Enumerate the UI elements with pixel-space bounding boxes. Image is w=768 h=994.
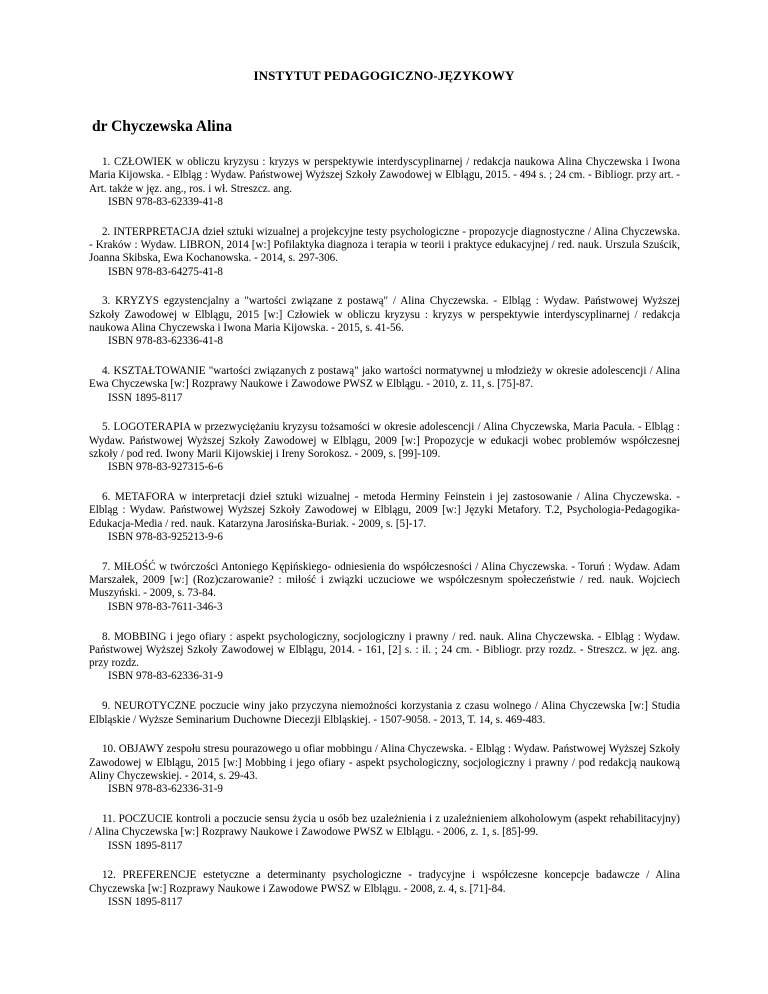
entry-isbn: ISBN 978-83-925213-9-6	[108, 531, 223, 544]
bibliography-entry	[89, 421, 680, 474]
entry-text: 5. LOGOTERAPIA w przezwyciężaniu kryzysu tożsamości w okresie adolescencji / Alina Chyczewska, Maria Pacuła. - Elbląg : Wydaw. Państwowej Wyższej Szkoły Zawodowej w Elblągu, 2009 [w:] Propozycje w edukacji wobec problemów współczesnej szkoły / pod red. Iwony Marii Kijowskiej i Ireny Sorokosz. - 2009, s. [99]-109.	[89, 421, 680, 461]
entry-text: 12. PREFERENCJE estetyczne a determinanty psychologiczne - tradycyjne i współczesne koncepcje badawcze / Alina Chyczewska [w:] Rozprawy Naukowe i Zawodowe PWSZ w Elblągu. - 2008, z. 4, s. [71]-84.	[89, 869, 680, 895]
entry-text: 10. OBJAWY zespołu stresu pourazowego u ofiar mobbingu / Alina Chyczewska. - Elbląg : Wydaw. Państwowej Wyższej Szkoły Zawodowej w Elblągu, 2015 [w:] Mobbing i jego ofiary - aspekt psychologiczny, socjologiczny i prawny / pod redakcją naukową Aliny Chyczewskiej. - 2014, s. 29-43.	[89, 743, 680, 782]
entry-text: 9. NEUROTYCZNE poczucie winy jako przyczyna niemożności korzystania z czasu wolnego / Alina Chyczewska [w:] Studia Elbląskie / Wyższe Seminarium Duchowne Diecezji Elbląskiej. - 1507-9058. - 2013, T. 14, s. 469-483.	[89, 700, 680, 726]
bibliography-list	[89, 156, 680, 926]
bibliography-entry	[89, 743, 680, 796]
entry-text: 4. KSZTAŁTOWANIE "wartości związanych z postawą" jako wartości normatywnej u młodzieży w okresie adolescencji / Alina Ewa Chyczewska [w:] Rozprawy Naukowe i Zawodowe PWSZ w Elblągu. - 2010, z. 11, s. [75]-87.	[89, 365, 680, 391]
bibliography-entry	[89, 813, 680, 853]
entry-text: 11. POCZUCIE kontroli a poczucie sensu życia u osób bez uzależnienia i z uzależnieniem alkoholowym (aspekt rehabilitacyjny) / Alina Chyczewska [w:] Rozprawy Naukowe i Zawodowe PWSZ w Elblągu. - 2006, z. 1, s. [85]-99.	[89, 812, 680, 839]
bibliography-entry	[89, 295, 680, 348]
entry-text: 3. KRYZYS egzystencjalny a "wartości związane z postawą" / Alina Chyczewska. - Elbląg : Wydaw. Państwowej Wyższej Szkoły Zawodowej w Elblągu, 2015 [w:] Człowiek w obliczu kryzysu : kryzys w perspektywie interdyscyplinarnej / redakcja naukowa Alina Chyczewska i Iwona Maria Kijowska. - 2015, s. 41-56.	[89, 295, 680, 334]
author-heading: dr Chyczewska Alina	[92, 118, 233, 135]
entry-text: 8. MOBBING i jego ofiary : aspekt psychologiczny, socjologiczny i prawny / red. nauk. Alina Chyczewska. - Elbląg : Wydaw. Państwowej Wyższej Szkoły Zawodowej w Elblągu, 2014. - 161, [2] s. : il. ; 24 cm. - Bibliogr. przy rozdz. - Streszcz. w jęz. ang. przy rozdz.	[89, 630, 680, 670]
bibliography-entry	[89, 631, 680, 684]
bibliography-entry	[89, 156, 680, 209]
bibliography-entry	[89, 491, 680, 544]
bibliography-entry	[89, 365, 680, 405]
entry-isbn: ISBN 978-83-62339-41-8	[108, 195, 223, 208]
bibliography-entry	[89, 700, 680, 727]
entry-issn: ISSN 1895-8117	[108, 391, 183, 404]
institute-heading: INSTYTUT PEDAGOGICZNO-JĘZYKOWY	[253, 68, 515, 83]
entry-text: 2. INTERPRETACJA dzieł sztuki wizualnej a projekcyjne testy psychologiczne - propozycje diagnostyczne / Alina Chyczewska. - Kraków : Wydaw. LIBRON, 2014 [w:] Pofilaktyka diagnoza i terapia w teorii i praktyce edukacyjnej / red. nauk. Urszula Szuścik, Joanna Skibska, Ewa Kochanowska. - 2014, s. 297-306.	[89, 225, 680, 265]
entry-isbn: ISBN 978-83-62336-31-9	[108, 783, 223, 796]
entry-isbn: ISBN 978-83-64275-41-8	[108, 265, 223, 278]
entry-text: 1. CZŁOWIEK w obliczu kryzysu : kryzys w perspektywie interdyscyplinarnej / redakcja naukowa Alina Chyczewska i Iwona Maria Kijowska. - Elbląg : Wydaw. Państwowej Wyższej Szkoły Zawodowej w Elblągu, 2015. - 494 s. ; 24 cm. - Bibliogr. przy art. - Art. także w jęz. ang., ros. i wł. Streszcz. ang.	[89, 156, 680, 195]
entry-isbn: ISBN 978-83-927315-6-6	[108, 461, 223, 474]
entry-issn: ISSN 1895-8117	[108, 839, 183, 852]
entry-isbn: ISBN 978-83-62336-31-9	[108, 670, 223, 683]
entry-isbn: ISBN 978-83-62336-41-8	[108, 335, 223, 348]
entry-issn: ISSN 1895-8117	[108, 895, 183, 908]
bibliography-entry	[89, 869, 680, 909]
bibliography-entry	[89, 561, 680, 614]
bibliography-entry	[89, 226, 680, 279]
entry-text: 7. MIŁOŚĆ w twórczości Antoniego Kępińskiego- odniesienia do współczesności / Alina Chyczewska. - Toruń : Wydaw. Adam Marszałek, 2009 [w:] (Roz)czarowanie? : miłość i związki uczuciowe we współczesnym społeczeństwie / red. nauk. Wojciech Muszyński. - 2009, s. 73-84.	[89, 560, 680, 600]
entry-text: 6. METAFORA w interpretacji dzieł sztuki wizualnej - metoda Herminy Feinstein i jej zastosowanie / Alina Chyczewska. - Elbląg : Wydaw. Państwowej Wyższej Szkoły Zawodowej w Elblągu, 2009 [w:] Języki Metafory. T.2, Psychologia-Pedagogika-Edukacja-Media / red. nauk. Katarzyna Jarosińska-Buriak. - 2009, s. [5]-17.	[89, 491, 680, 530]
entry-isbn: ISBN 978-83-7611-346-3	[108, 600, 223, 613]
